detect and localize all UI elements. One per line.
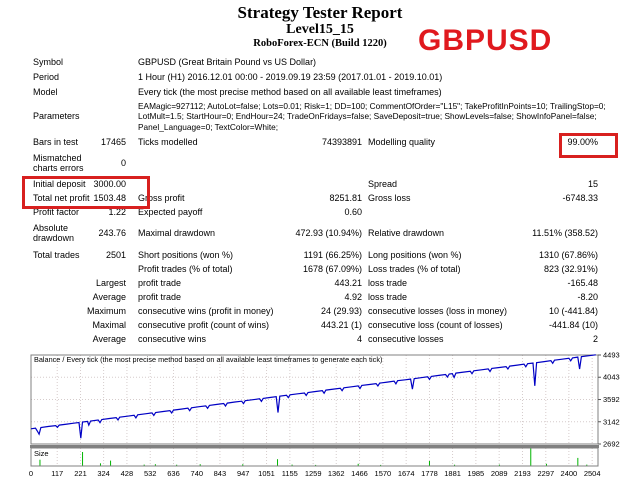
reldd-label: Relative drawdown <box>368 227 445 238</box>
parameters-line-3: Panel_Language=0; TextColor=White; <box>138 121 279 132</box>
x-tick-label: 2193 <box>514 469 531 478</box>
x-tick-label: 532 <box>143 469 157 478</box>
largest-loss-value: -165.48 <box>567 277 598 288</box>
absdd-label: Absolute drawdown <box>33 222 75 243</box>
loss-trades-label: Loss trades (% of total) <box>368 263 461 274</box>
period-label: Period <box>33 72 60 83</box>
payoff-value: 0.60 <box>344 206 362 217</box>
avg-consec-wins-label: consecutive wins <box>138 333 207 344</box>
row-period <box>33 70 598 85</box>
maximal-profit-value: 443.21 (1) <box>320 319 362 330</box>
x-tick-label: 2089 <box>490 469 508 478</box>
x-tick-label: 947 <box>236 469 250 478</box>
balance-chart-svg <box>0 352 640 480</box>
avg-profit-value: 4.92 <box>344 291 362 302</box>
loss-trades-value: 823 (32.91%) <box>543 263 598 274</box>
reldd-value: 11.51% (358.52) <box>532 227 598 238</box>
row-total-trades <box>33 248 598 262</box>
x-tick-label: 1985 <box>467 469 485 478</box>
row-profit-trades <box>33 262 598 276</box>
max-consec-wins-label: consecutive wins (profit in money) <box>138 305 274 316</box>
grossloss-label: Gross loss <box>368 192 411 203</box>
parameters-line-2: LotMult=1.5; StartHour=0; EndHour=24; TradeOnFridays=false; SaveDeposit=true; ShowLevels=false; ShowInfoPanel=false; <box>138 111 597 122</box>
x-tick-label: 117 <box>51 469 64 478</box>
row-maximum-consecutive <box>33 304 598 318</box>
parameters-label: Parameters <box>33 111 80 122</box>
maximal-profit-label: consecutive profit (count of wins) <box>138 319 270 330</box>
avg-consec-label: Average <box>92 333 126 344</box>
mismatched-value: 0 <box>120 157 126 168</box>
symbol-badge: GBPUSD <box>418 24 553 57</box>
period-value: 1 Hour (H1) 2016.12.01 00:00 - 2019.09.19 23:59 (2017.01.01 - 2019.10.01) <box>138 72 443 83</box>
mismatched-label: Mismatched charts errors <box>33 152 84 173</box>
y-tick-label: 4043 <box>603 372 620 382</box>
long-positions-value: 1310 (67.86%) <box>538 249 598 260</box>
chart-title: Balance / Every tick (the most precise method based on all available least timeframes to generate each tick) <box>34 355 383 364</box>
deposit-value: 3000.00 <box>93 178 126 189</box>
x-tick-label: 2297 <box>537 469 555 478</box>
profit-trades-value: 1678 (67.09%) <box>302 263 362 274</box>
short-positions-label: Short positions (won %) <box>138 249 234 260</box>
symbol-label: Symbol <box>33 57 64 68</box>
x-tick-label: 428 <box>120 469 134 478</box>
y-tick-label: 2692 <box>603 439 620 449</box>
x-tick-label: 740 <box>190 469 204 478</box>
long-positions-label: Long positions (won %) <box>368 249 462 260</box>
deposit-label: Initial deposit <box>33 178 86 189</box>
ticks-label: Ticks modelled <box>138 137 198 148</box>
quality-value: 99.00% <box>567 137 598 148</box>
profit-trades-label: Profit trades (% of total) <box>138 263 233 274</box>
bars-value: 17465 <box>100 137 126 148</box>
row-largest <box>33 276 598 290</box>
row-maximal-consecutive <box>33 318 598 332</box>
grossloss-value: -6748.33 <box>562 192 598 203</box>
row-average-consecutive <box>33 332 598 346</box>
avg-consec-losses-value: 2 <box>592 333 598 344</box>
row-mismatched <box>33 150 598 176</box>
grossprofit-value: 8251.81 <box>329 192 362 203</box>
max-consec-losses-label: consecutive losses (loss in money) <box>368 305 508 316</box>
x-tick-label: 1466 <box>351 469 368 478</box>
avg-profit-label: profit trade <box>138 291 182 302</box>
largest-profit-value: 443.21 <box>334 277 362 288</box>
avg-consec-wins-value: 4 <box>356 333 362 344</box>
average-label: Average <box>92 291 126 302</box>
spread-value: 15 <box>587 178 598 189</box>
absdd-value: 243.76 <box>98 227 126 238</box>
balance-chart <box>0 352 640 480</box>
model-label: Model <box>33 87 58 98</box>
x-tick-label: 636 <box>167 469 180 478</box>
bars-label: Bars in test <box>33 137 79 148</box>
x-tick-label: 1778 <box>421 469 438 478</box>
symbol-value: GBPUSD (Great Britain Pound vs US Dollar) <box>138 57 317 68</box>
profitfactor-label: Profit factor <box>33 206 80 217</box>
avg-loss-label: loss trade <box>368 291 408 302</box>
ticks-value: 74393891 <box>321 137 362 148</box>
y-tick-label: 4493 <box>603 352 620 360</box>
row-parameters <box>33 100 606 133</box>
avg-consec-losses-label: consecutive losses <box>368 333 444 344</box>
size-panel-label: Size <box>34 449 49 458</box>
maxdd-label: Maximal drawdown <box>138 227 216 238</box>
server-build: RoboForex-ECN (Build 1220) <box>253 38 387 49</box>
row-profit-factor <box>33 205 598 219</box>
expert-name: Level15_15 <box>286 22 354 37</box>
x-tick-label: 1570 <box>374 469 392 478</box>
avg-loss-value: -8.20 <box>577 291 598 302</box>
maximal-loss-value: -441.84 (10) <box>548 319 598 330</box>
maxdd-value: 472.93 (10.94%) <box>295 227 362 238</box>
row-initial-deposit <box>33 177 598 191</box>
x-tick-label: 221 <box>74 469 87 478</box>
parameters-line-1: EAMagic=927112; AutoLot=false; Lots=0.01; Risk=1; DD=100; CommentOfOrder="L15"; TakeProfitInPoints=10; TrailingStop=0; <box>138 100 606 111</box>
x-tick-label: 1259 <box>304 469 322 478</box>
x-tick-label: 1881 <box>444 469 461 478</box>
chart-background <box>0 352 640 480</box>
maximal-loss-label: consecutive loss (count of losses) <box>368 319 503 330</box>
profitfactor-value: 1.22 <box>108 206 126 217</box>
max-consec-wins-value: 24 (29.93) <box>320 305 362 316</box>
netprofit-label: Total net profit <box>33 192 90 203</box>
row-symbol <box>33 55 598 70</box>
quality-label: Modelling quality <box>368 137 436 148</box>
model-value: Every tick (the most precise method based on all available least timeframes) <box>138 87 442 98</box>
spread-label: Spread <box>368 178 398 189</box>
x-tick-label: 843 <box>213 469 227 478</box>
maximal-label: Maximal <box>92 319 126 330</box>
grossprofit-label: Gross profit <box>138 192 185 203</box>
largest-loss-label: loss trade <box>368 277 408 288</box>
x-tick-label: 1362 <box>327 469 345 478</box>
totaltrades-label: Total trades <box>33 249 80 260</box>
x-tick-label: 324 <box>97 469 110 478</box>
netprofit-value: 1503.48 <box>93 192 126 203</box>
x-tick-label: 0 <box>28 469 34 478</box>
x-tick-label: 2400 <box>560 469 578 478</box>
largest-label: Largest <box>95 277 126 288</box>
row-total-net-profit <box>33 191 598 205</box>
report-title: Strategy Tester Report <box>237 3 403 22</box>
max-consec-losses-value: 10 (-441.84) <box>548 305 598 316</box>
y-tick-label: 3142 <box>603 417 620 427</box>
maximum-label: Maximum <box>86 305 126 316</box>
totaltrades-value: 2501 <box>105 249 126 260</box>
x-tick-label: 1674 <box>397 469 415 478</box>
x-tick-label: 1051 <box>258 469 275 478</box>
row-average-trade <box>33 290 598 304</box>
short-positions-value: 1191 (66.25%) <box>303 249 362 260</box>
row-bars-in-test <box>33 135 598 150</box>
x-tick-label: 1155 <box>281 469 298 478</box>
x-tick-label: 2504 <box>583 469 601 478</box>
y-tick-label: 3592 <box>603 395 620 404</box>
payoff-label: Expected payoff <box>138 206 203 217</box>
largest-profit-label: profit trade <box>138 277 182 288</box>
row-model <box>33 85 598 100</box>
report-table <box>33 55 606 346</box>
row-absolute-drawdown <box>33 219 598 247</box>
